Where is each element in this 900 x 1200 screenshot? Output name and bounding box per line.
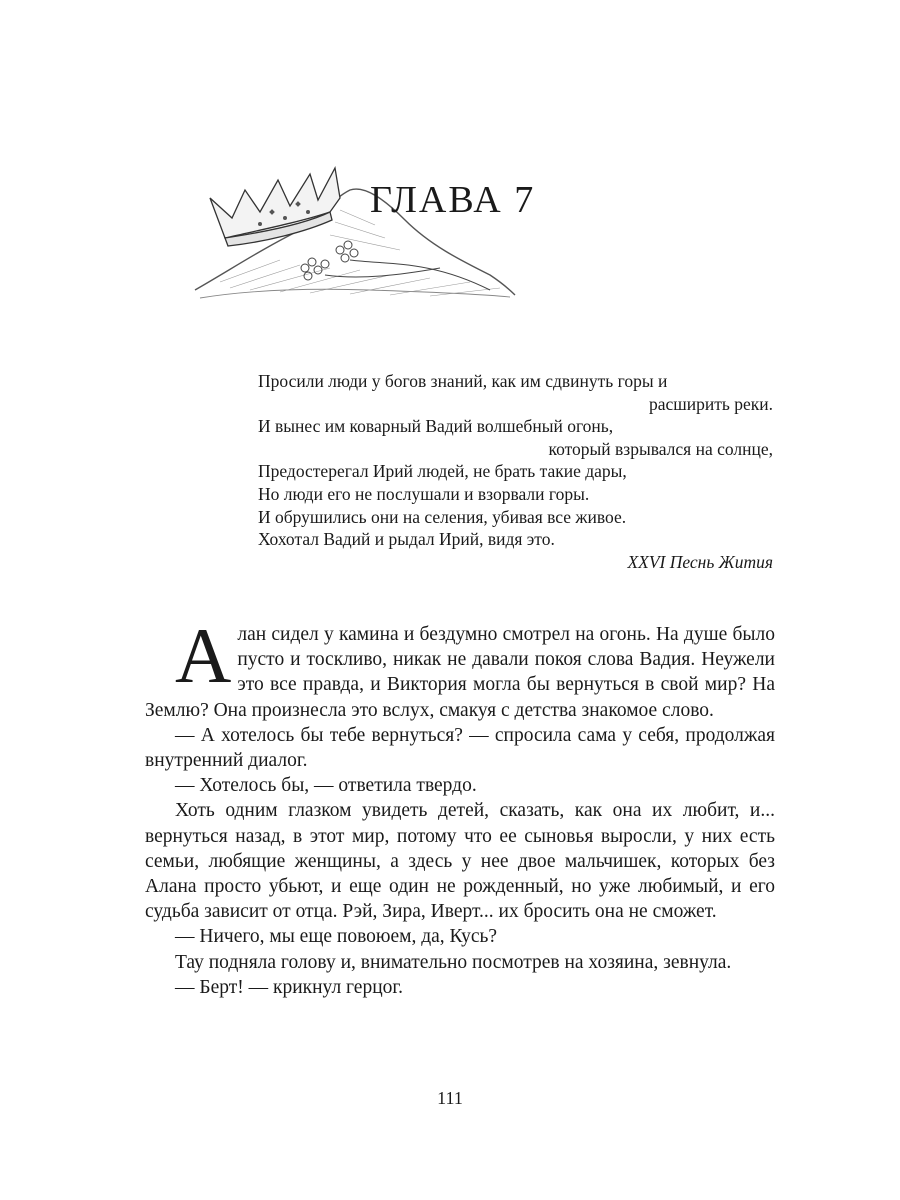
page-number: 111 xyxy=(437,1088,463,1108)
paragraph: — Хотелось бы, — ответила твердо. xyxy=(175,775,477,797)
paragraph: — Берт! — крикнул герцог. xyxy=(175,976,404,998)
paragraph-text: лан сидел у камина и бездумно смотрел на огонь. На душе было пусто и тоскливо, никак не давали покоя слова Вадия. Неужели это все правда, и Виктория могла бы вернуться в свой мир? На Землю? Она произнесла это вслух, смакуя с детства знакомое слово. xyxy=(145,624,775,721)
epigraph-line: Но люди его не послушали и взорвали горы. xyxy=(258,483,590,504)
epigraph-line: расширить реки. xyxy=(648,393,773,414)
epigraph-line: Просили люди у богов знаний, как им сдвинуть горы и xyxy=(258,371,668,391)
crown-drawing xyxy=(210,168,340,246)
paragraph: — Ничего, мы еще повоюем, да, Кусь? xyxy=(175,926,498,948)
epigraph-line: Хохотал Вадий и рыдал Ирий, видя это. xyxy=(258,529,555,550)
epigraph-line: который взрывался на солнце, xyxy=(548,438,773,459)
crown-on-hill-illustration xyxy=(190,150,520,310)
paragraph xyxy=(145,612,775,723)
chapter-body xyxy=(145,612,775,1000)
paragraph: — А хотелось бы тебе вернуться? — спросила сама у себя, продолжая внутренний диалог. xyxy=(145,724,775,772)
chapter-title: ГЛАВА 7 xyxy=(370,179,536,221)
epigraph xyxy=(258,370,773,573)
epigraph-line: Предостерегал Ирий людей, не брать такие дары, xyxy=(258,461,627,482)
paragraph: Хоть одним глазком увидеть детей, сказать, как она их любит, и... вернуться назад, в этот мир, потому что ее сыновья выросли, у них есть семьи, любящие женщины, а здесь у нее двое мальчишек, которых без Алана просто убьют, и еще один не рожденный, но уже любимый, и его судьба зависит от отца. Рэй, Зира, Иверт... их бросить она не сможет. xyxy=(145,800,775,923)
berry-branch-drawing xyxy=(301,241,490,290)
epigraph-line: И обрушились они на селения, убивая все живое. xyxy=(258,506,627,527)
epigraph-line: И вынес им коварный Вадий волшебный огонь, xyxy=(258,416,614,437)
drop-cap: А xyxy=(175,612,232,699)
epigraph-source: XXVI Песнь Жития xyxy=(627,551,773,572)
paragraph: Тау подняла голову и, внимательно посмотрев на хозяина, зевнула. xyxy=(175,951,732,973)
